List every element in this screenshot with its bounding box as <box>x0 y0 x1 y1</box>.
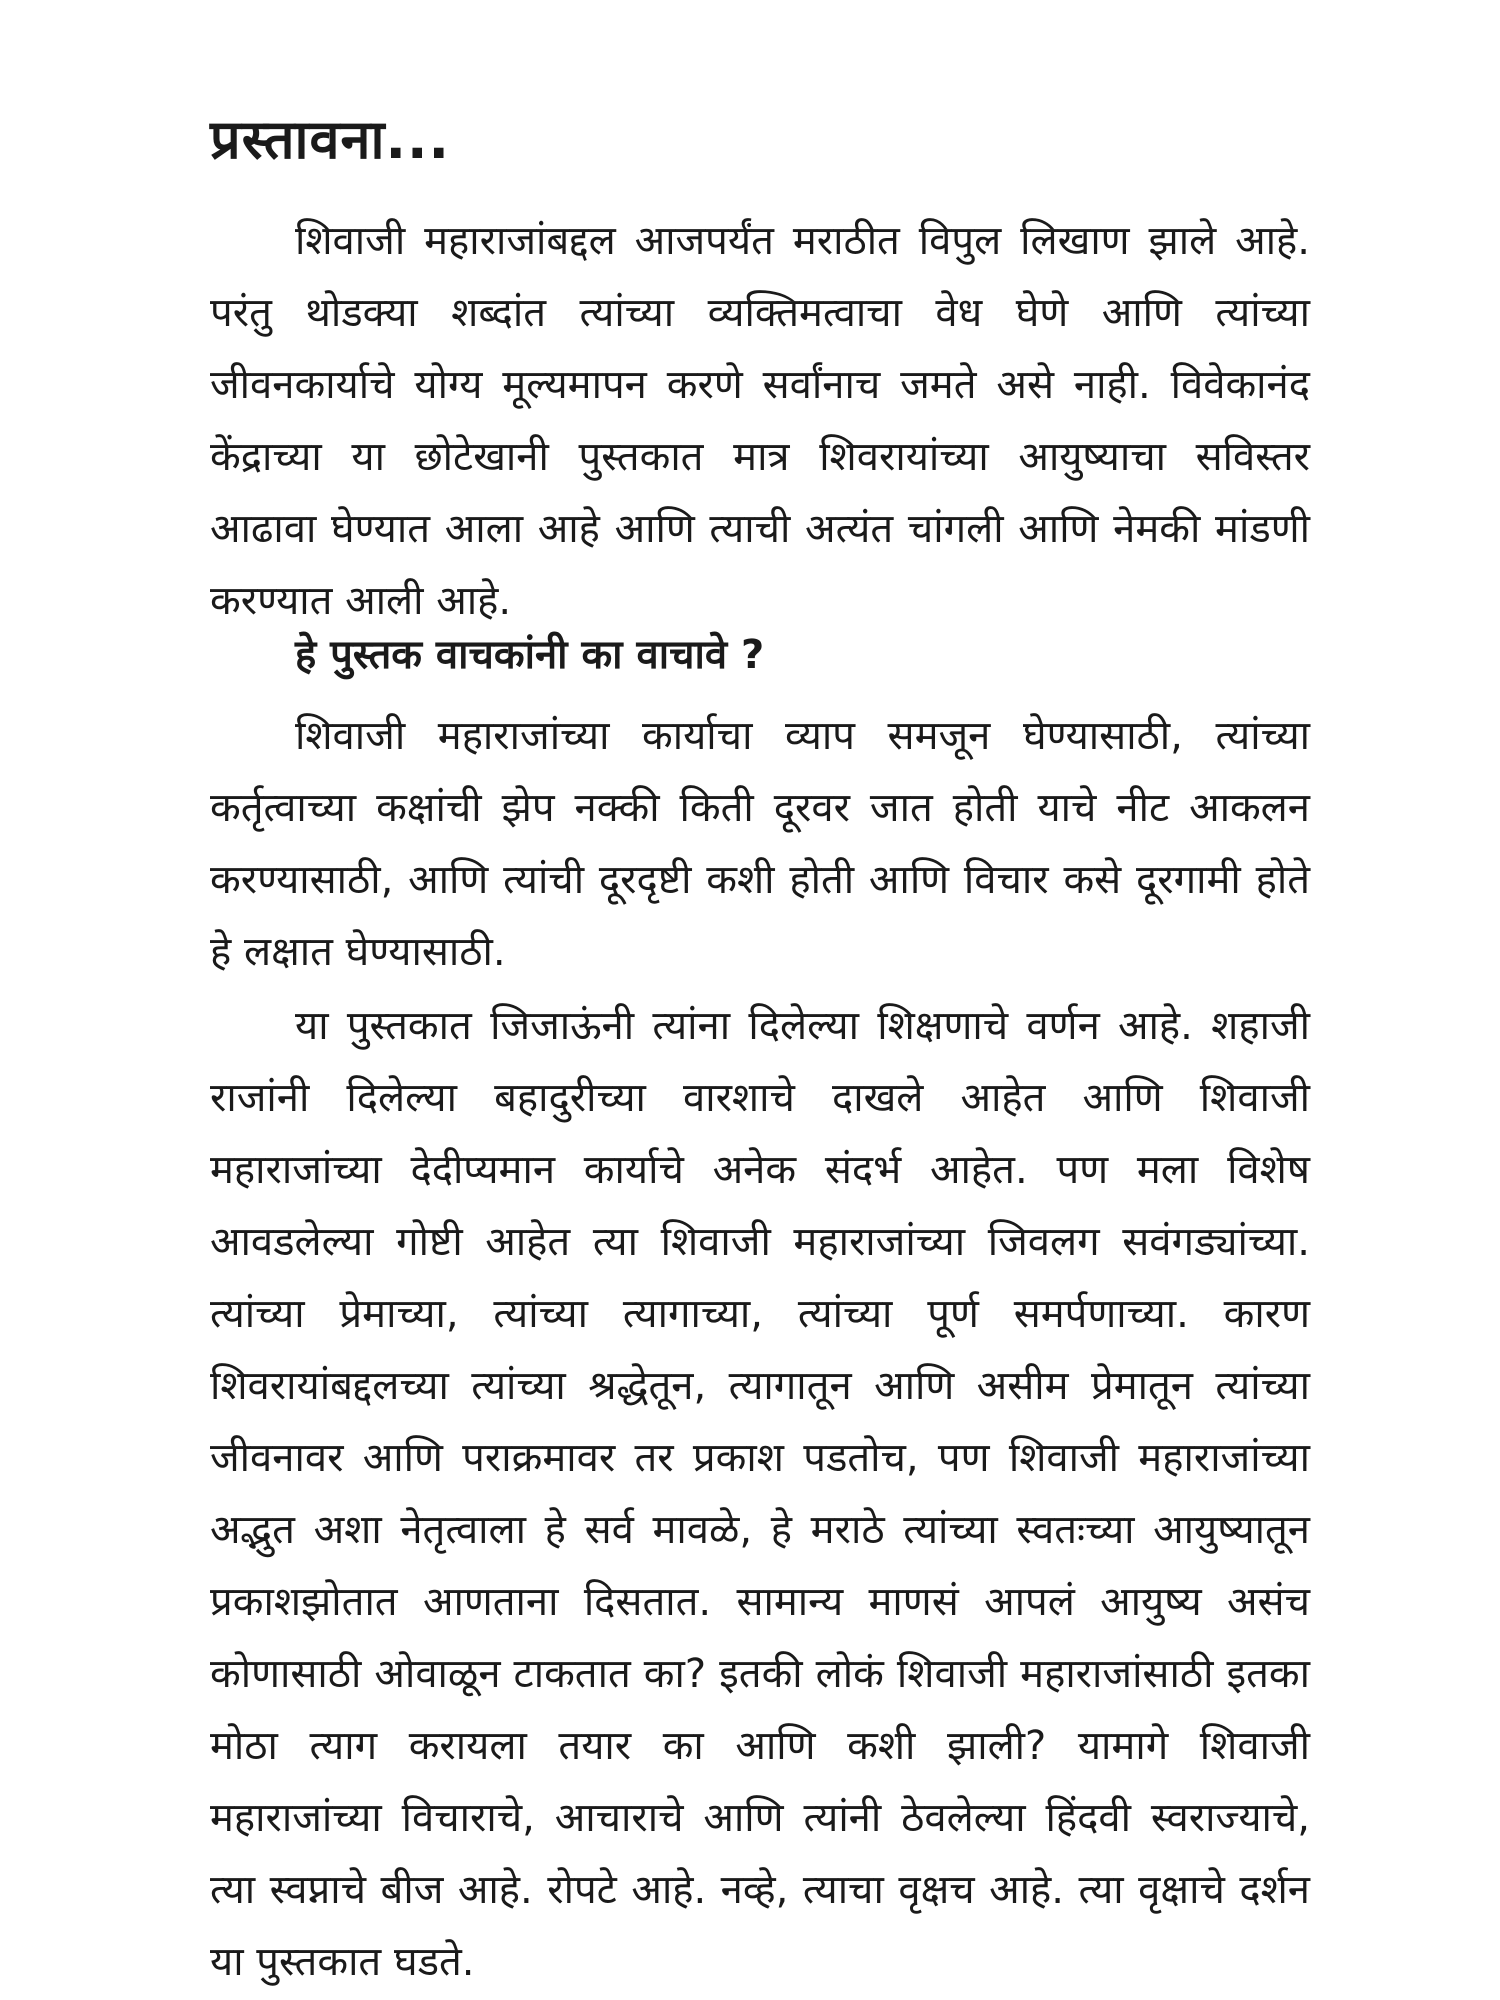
section-subheading: हे पुस्तक वाचकांनी का वाचावे ? <box>295 632 765 678</box>
intro-paragraph-text: शिवाजी महाराजांबद्दल आजपर्यंत मराठीत विपुल लिखाण झाले आहे. परंतु थोडक्या शब्दांत त्यांच्या व्यक्तिमत्वाचा वेध घेणे आणि त्यांच्या जीवनकार्याचे योग्य मूल्यमापन करणे सर्वांनाच जमते असे नाही. विवेकानंद केंद्राच्या या छोटेखानी पुस्तकात मात्र शिवरायांच्या आयुष्याचा सविस्तर आढावा घेण्यात आला आहे आणि त्याची अत्यंत चांगली आणि नेमकी मांडणी करण्यात आली आहे. <box>210 218 1310 624</box>
reason-paragraph <box>210 700 1310 988</box>
reason-paragraph-text: शिवाजी महाराजांच्या कार्याचा व्याप समजून घेण्यासाठी, त्यांच्या कर्तृत्वाच्या कक्षांची झेप नक्की किती दूरवर जात होती याचे नीट आकलन करण्यासाठी, आणि त्यांची दूरदृष्टी कशी होती आणि विचार कसे दूरगामी होते हे लक्षात घेण्यासाठी. <box>210 713 1310 975</box>
intro-paragraph <box>210 205 1310 637</box>
content-paragraph-text: या पुस्तकात जिजाऊंनी त्यांना दिलेल्या शिक्षणाचे वर्णन आहे. शहाजी राजांनी दिलेल्या बहादुरीच्या वारशाचे दाखले आहेत आणि शिवाजी महाराजांच्या देदीप्यमान कार्याचे अनेक संदर्भ आहेत. पण मला विशेष आवडलेल्या गोष्टी आहेत त्या शिवाजी महाराजांच्या जिवलग सवंगड्यांच्या. त्यांच्या प्रेमाच्या, त्यांच्या त्यागाच्या, त्यांच्या पूर्ण समर्पणाच्या. कारण शिवरायांबद्दलच्या त्यांच्या श्रद्धेतून, त्यागातून आणि असीम प्रेमातून त्यांच्या जीवनावर आणि पराक्रमावर तर प्रकाश पडतोच, पण शिवाजी महाराजांच्या अद्भुत अशा नेतृत्वाला हे सर्व मावळे, हे मराठे त्यांच्या स्वतःच्या आयुष्यातून प्रकाशझोतात आणताना दिसतात. सामान्य माणसं आपलं आयुष्य असंच कोणासाठी ओवाळून टाकतात का? इतकी लोकं शिवाजी महाराजांसाठी इतका मोठा त्याग करायला तयार का आणि कशी झाली? यामागे शिवाजी महाराजांच्या विचाराचे, आचाराचे आणि त्यांनी ठेवलेल्या हिंदवी स्वराज्याचे, त्या स्वप्नाचे बीज आहे. रोपटे आहे. नव्हे, त्याचा वृक्षच आहे. त्या वृक्षाचे दर्शन या पुस्तकात घडते. <box>210 1003 1310 1985</box>
content-paragraph <box>210 990 1310 1998</box>
page-title: प्रस्तावना... <box>210 108 451 171</box>
